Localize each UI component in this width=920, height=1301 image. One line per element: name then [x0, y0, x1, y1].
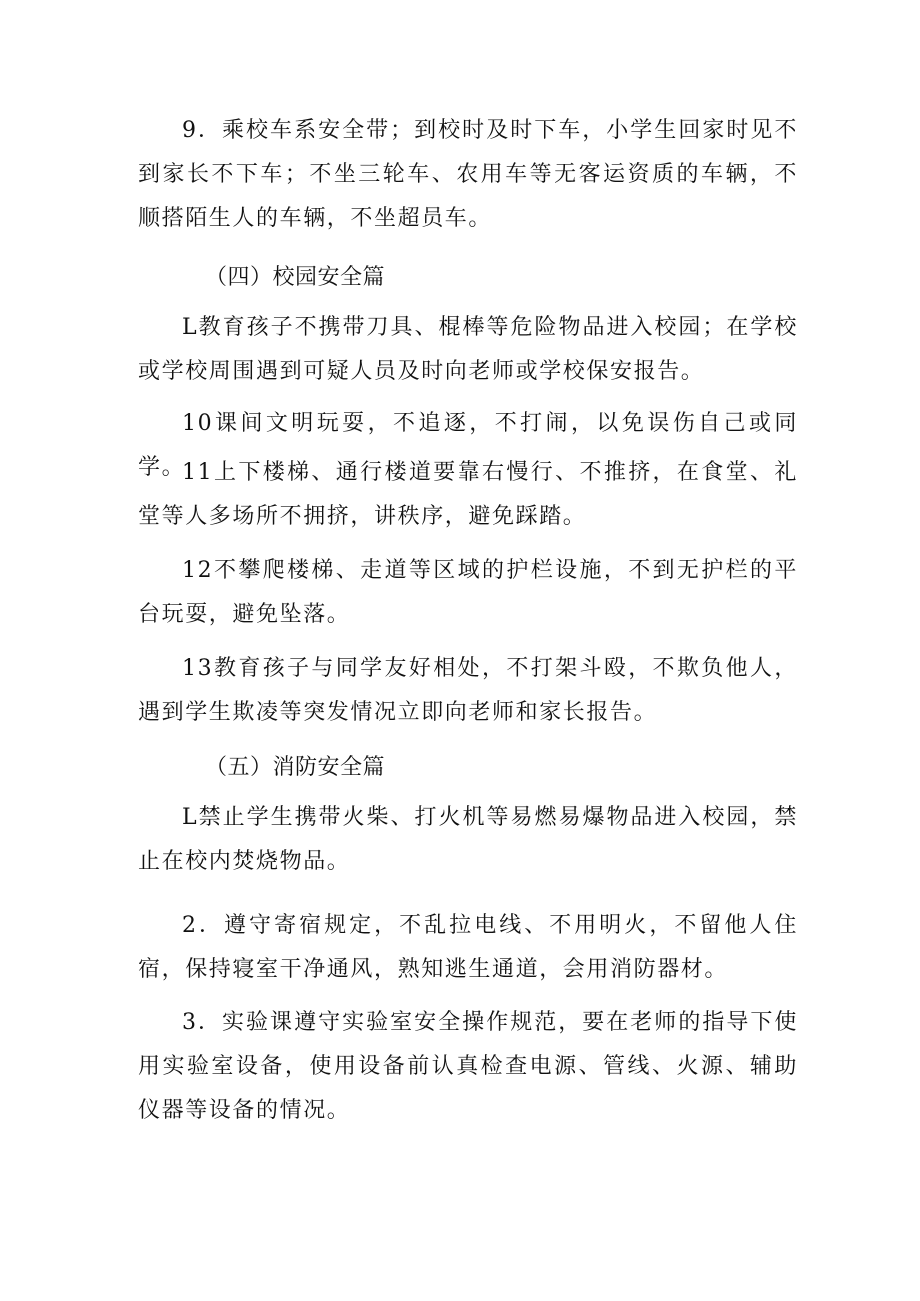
section-heading-fire-safety: （五）消防安全篇 [205, 755, 386, 780]
section-heading-campus-safety: （四）校园安全篇 [205, 265, 386, 290]
paragraph-item-12: 12不攀爬楼梯、走道等区域的护栏设施，不到无护栏的平台玩耍，避免坠落。 [138, 558, 798, 627]
paragraph-item-1-campus: L教育孩子不携带刀具、棍棒等危险物品进入校园；在学校或学校周围遇到可疑人员及时向老师或学校保安报告。 [138, 315, 798, 384]
paragraph-item-1-fire: L禁止学生携带火柴、打火机等易燃易爆物品进入校园，禁止在校内焚烧物品。 [138, 805, 798, 874]
paragraph-item-13: 13教育孩子与同学友好相处，不打架斗殴，不欺负他人，遇到学生欺凌等突发情况立即向老师和家长报告。 [138, 656, 798, 725]
paragraph-item-10: 10课间文明玩耍，不追逐，不打闹，以免误伤自己或同学。 [138, 411, 798, 480]
paragraph-item-11: 11上下楼梯、通行楼道要靠右慢行、不推挤，在食堂、礼堂等人多场所不拥挤，讲秩序，避免踩踏。 [138, 460, 798, 529]
paragraph-item-9: 9．乘校车系安全带；到校时及时下车，小学生回家时见不到家长不下车；不坐三轮车、农用车等无客运资质的车辆，不顺搭陌生人的车辆，不坐超员车。 [138, 118, 798, 231]
paragraph-item-3-fire: 3．实验课遵守实验室安全操作规范，要在老师的指导下使用实验室设备，使用设备前认真检查电源、管线、火源、辅助仪器等设备的情况。 [138, 1010, 798, 1123]
paragraph-item-2-fire: 2．遵守寄宿规定，不乱拉电线、不用明火，不留他人住宿，保持寝室干净通风，熟知逃生通道，会用消防器材。 [138, 913, 798, 982]
